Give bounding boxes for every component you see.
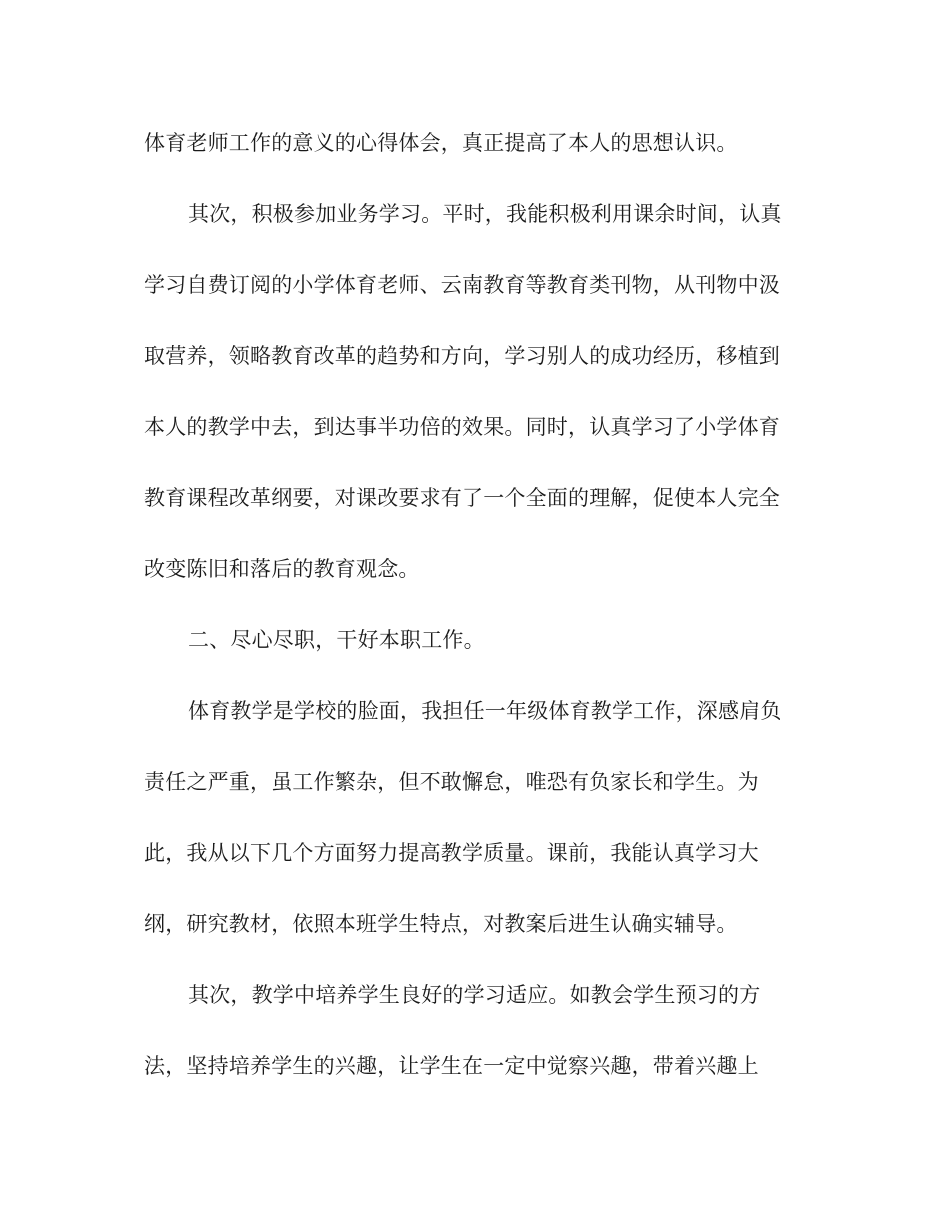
text-line-2: 其次，积极参加业务学习。平时，我能积极利用课余时间，认真 bbox=[188, 202, 782, 226]
section-heading: 二、尽心尽职，干好本职工作。 bbox=[188, 628, 485, 652]
text-line-9: 体育教学是学校的脸面，我担任一年级体育教学工作，深感肩负 bbox=[188, 699, 782, 723]
text-line-10: 责任之严重，虽工作繁杂，但不敢懈怠，唯恐有负家长和学生。为 bbox=[144, 770, 759, 794]
text-line-3: 学习自费订阅的小学体育老师、云南教育等教育类刊物，从刊物中汲 bbox=[144, 273, 780, 297]
text-line-11: 此，我从以下几个方面努力提高教学质量。课前，我能认真学习大 bbox=[144, 841, 759, 865]
text-line-12: 纲，研究教材，依照本班学生特点，对教案后进生认确实辅导。 bbox=[144, 912, 738, 936]
text-line-13: 其次，教学中培养学生良好的学习适应。如教会学生预习的方 bbox=[188, 983, 761, 1007]
text-line-5: 本人的教学中去，到达事半功倍的效果。同时，认真学习了小学体育 bbox=[144, 415, 780, 439]
text-line-14: 法，坚持培养学生的兴趣，让学生在一定中觉察兴趣，带着兴趣上 bbox=[144, 1054, 759, 1078]
text-line-6: 教育课程改革纲要，对课改要求有了一个全面的理解，促使本人完全 bbox=[144, 486, 780, 510]
text-line-1: 体育老师工作的意义的心得体会，真正提高了本人的思想认识。 bbox=[144, 131, 738, 155]
text-line-7: 改变陈旧和落后的教育观念。 bbox=[144, 557, 420, 581]
text-line-4: 取营养，领略教育改革的趋势和方向，学习别人的成功经历，移植到 bbox=[144, 344, 780, 368]
